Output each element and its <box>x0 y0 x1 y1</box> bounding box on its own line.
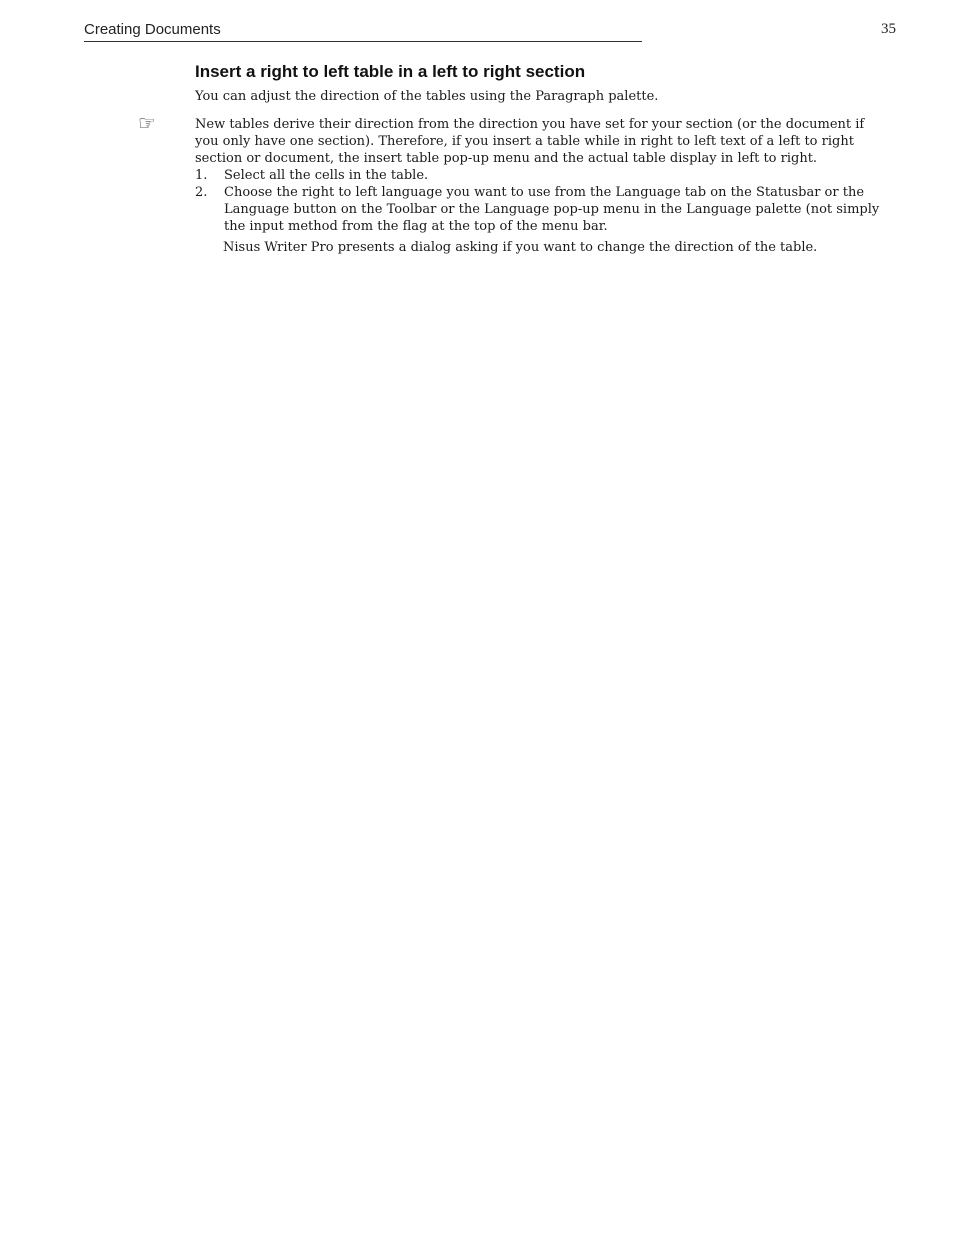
result-paragraph: Nisus Writer Pro presents a dialog asking if you want to change the direction of the table. <box>223 240 818 255</box>
note-paragraph: New tables derive their direction from the direction you have set for your section (or the document if you only have one section). Therefore, if you insert a table while in right to left text of a left to right section or document, the insert table pop-up menu and the actual table display in left to right. <box>195 117 865 166</box>
pointing-hand-icon: ☞ <box>138 111 156 135</box>
intro-paragraph: You can adjust the direction of the tables using the Paragraph palette. <box>195 89 659 104</box>
step-number: 2. <box>195 185 208 200</box>
running-header <box>84 20 642 42</box>
section-heading: Insert a right to left table in a left to right section <box>195 62 586 81</box>
step-text: Select all the cells in the table. <box>224 168 429 183</box>
header-title: Creating Documents <box>84 21 221 38</box>
page-number: 35 <box>881 21 896 37</box>
list-item <box>195 167 890 184</box>
steps-list <box>195 167 890 235</box>
list-item <box>195 184 890 235</box>
step-text: Choose the right to left language you want to use from the Language tab on the Statusbar or the Language button on the Toolbar or the Language pop-up menu in the Language palette (not simply the input method from the flag at the top of the menu bar. <box>224 185 880 234</box>
step-number: 1. <box>195 168 208 183</box>
